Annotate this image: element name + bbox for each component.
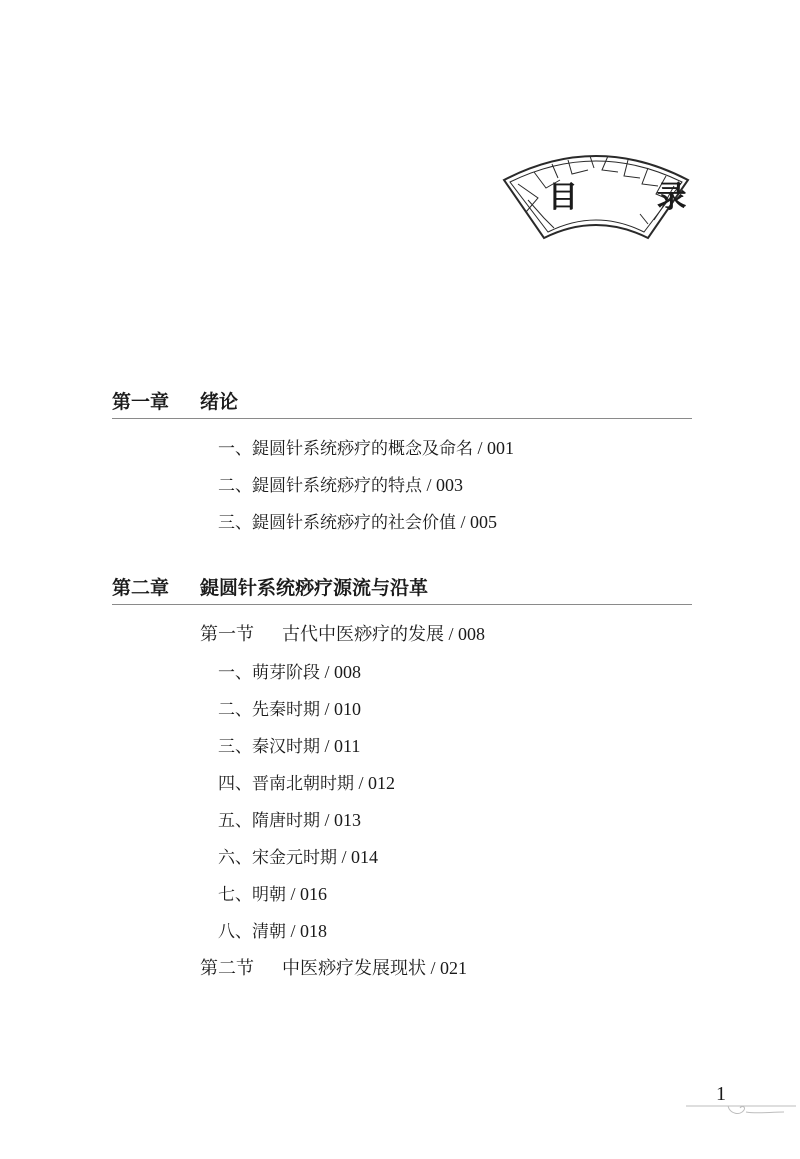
toc-entry[interactable]: 一、鍉圆针系统痧疗的概念及命名 / 001: [218, 438, 515, 459]
chapter-number: 第一章: [112, 391, 170, 413]
entry-page: 014: [351, 847, 379, 867]
page-number: 1: [716, 1083, 726, 1105]
page-title: 目 录: [548, 180, 721, 215]
entry-text: 一、鍉圆针系统痧疗的概念及命名: [218, 439, 473, 459]
toc-entry[interactable]: 三、鍉圆针系统痧疗的社会价值 / 005: [218, 512, 498, 533]
toc-entry[interactable]: 四、晋南北朝时期 / 012: [218, 773, 396, 794]
entry-page: 008: [458, 624, 486, 644]
entry-page: 018: [300, 921, 328, 941]
toc-entry[interactable]: 六、宋金元时期 / 014: [218, 847, 379, 868]
entry-page: 005: [470, 512, 498, 532]
entry-page: 003: [436, 475, 464, 495]
entry-text: 二、先秦时期: [218, 700, 320, 720]
chapter-heading: [112, 388, 692, 419]
entry-page: 010: [334, 699, 362, 719]
toc-section-entry[interactable]: 第一节 古代中医痧疗的发展 / 008: [200, 620, 485, 646]
toc-entry[interactable]: 一、萌芽阶段 / 008: [218, 662, 362, 683]
entry-page: 021: [440, 958, 468, 978]
entry-page: 013: [334, 810, 362, 830]
entry-text: 古代中医痧疗的发展: [282, 624, 444, 645]
toc-entry[interactable]: 二、先秦时期 / 010: [218, 699, 362, 720]
entry-text: 八、清朝: [218, 922, 286, 942]
toc-section-entry[interactable]: 第二节 中医痧疗发展现状 / 021: [200, 954, 467, 980]
entry-text: 三、鍉圆针系统痧疗的社会价值: [218, 513, 456, 533]
toc-entry[interactable]: 七、明朝 / 016: [218, 884, 328, 905]
entry-page: 001: [487, 438, 515, 458]
entry-page: 011: [334, 736, 361, 756]
entry-text: 五、隋唐时期: [218, 811, 320, 831]
chapter-number: 第二章: [112, 577, 170, 599]
chapter-heading: [112, 574, 692, 605]
entry-text: 六、宋金元时期: [218, 848, 337, 868]
entry-text: 四、晋南北朝时期: [218, 774, 354, 794]
entry-text: 七、明朝: [218, 885, 286, 905]
section-label: 第一节: [200, 624, 254, 645]
entry-text: 中医痧疗发展现状: [282, 958, 426, 979]
entry-page: 012: [368, 773, 396, 793]
toc-entry[interactable]: 三、秦汉时期 / 011: [218, 736, 361, 757]
entry-page: 016: [300, 884, 328, 904]
toc-entry[interactable]: 二、鍉圆针系统痧疗的特点 / 003: [218, 475, 464, 496]
swirl-ornament-icon: [686, 1100, 796, 1122]
entry-text: 一、萌芽阶段: [218, 663, 320, 683]
entry-text: 三、秦汉时期: [218, 737, 320, 757]
toc-entry[interactable]: 五、隋唐时期 / 013: [218, 810, 362, 831]
chapter-title: 绪论: [200, 391, 239, 413]
entry-text: 二、鍉圆针系统痧疗的特点: [218, 476, 422, 496]
entry-page: 008: [334, 662, 362, 682]
toc-entry[interactable]: 八、清朝 / 018: [218, 921, 328, 942]
chapter-title: 鍉圆针系统痧疗源流与沿革: [200, 577, 429, 599]
section-label: 第二节: [200, 958, 254, 979]
